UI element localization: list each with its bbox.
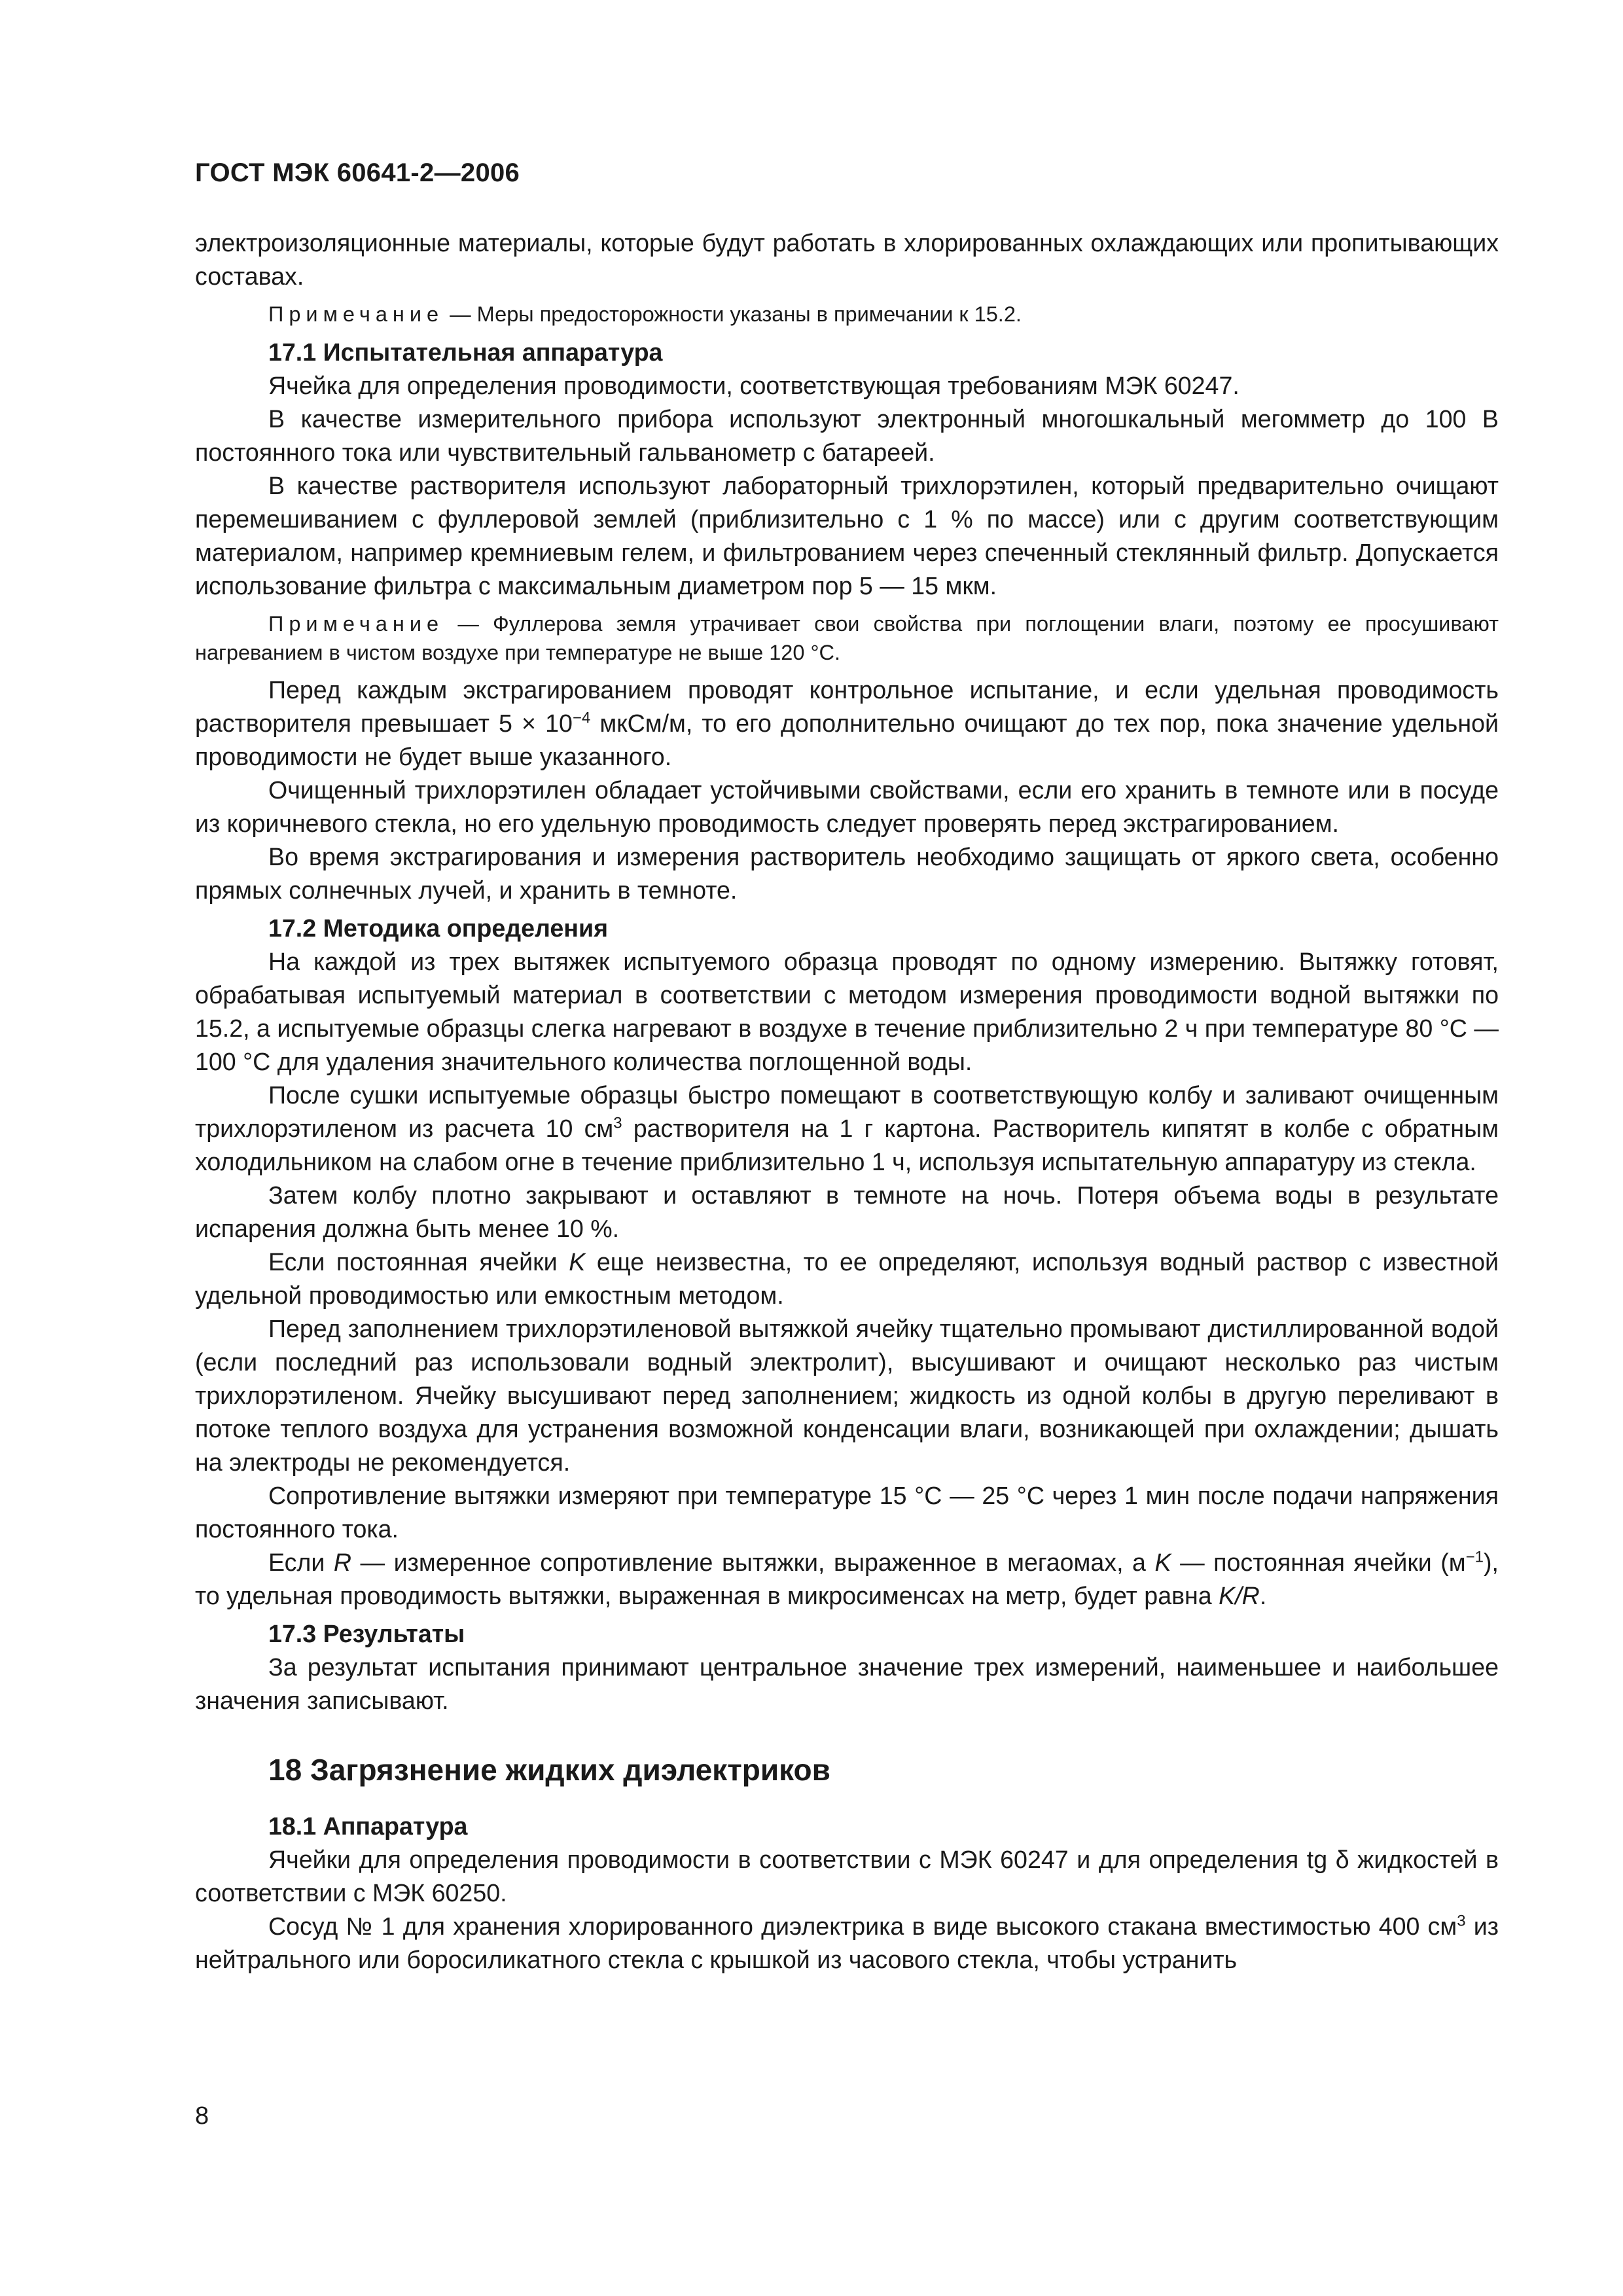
superscript: 3 [613,1114,622,1132]
text-run: растворителя на 1 г картона. Растворитель кипятят в колбе с обратным холодильником на слабом огне в течение приблизительно 1 ч, используя испытательную аппаратуру из стекла. [195,1115,1499,1175]
paragraph: Ячейка для определения проводимости, соответствующая требованиям МЭК 60247. [268,372,1240,399]
paragraph: За результат испытания принимают центральное значение трех измерений, наименьшее и наибольшее значения записывают. [195,1653,1499,1714]
text-run: из нейтрального или боросиликатного стекла с крышкой из часового стекла, чтобы устранить [195,1912,1499,1973]
text-run: Перед каждым экстрагированием проводят контрольное испытание, и если удельная проводимость растворителя превышает 5 × 10 [195,676,1499,737]
text-run: Сосуд № 1 для хранения хлорированного диэлектрика в виде высокого стакана вместимостью 400 см [268,1912,1457,1940]
paragraph [195,1079,1499,1179]
paragraph: В качестве растворителя используют лабораторный трихлорэтилен, который предварительно очищают перемешиванием с фуллеровой землей (приблизительно с 1 % по массе) или с другим соответствующим материалом, например кремниевым гелем, и фильтрованием через спеченный стеклянный фильтр. Допускается использование фильтра с максимальным диаметром пор 5 — 15 мкм. [195,472,1499,600]
superscript: −1 [1465,1548,1484,1566]
section-heading-18: 18 Загрязнение жидких диэлектриков [268,1753,830,1787]
section-heading-17-1: 17.1 Испытательная аппаратура [268,338,663,366]
note-label: Примечание [268,612,444,636]
paragraph: Перед заполнением трихлорэтиленовой вытяжкой ячейку тщательно промывают дистиллированной водой (если последний раз использовали водный электролит), высушивают и очищают несколько раз чистым трихлорэтиленом. Ячейку высушивают перед заполнением; жидкость из одной колбы в другую переливают в потоке теплого воздуха для устранения возможной конденсации влаги, возникающей при охлаждении; дышать на электроды не рекомендуется. [195,1315,1499,1476]
page-number: 8 [195,2102,209,2130]
text-run: . [1259,1582,1267,1609]
italic-symbol: R [333,1549,352,1576]
paragraph: Во время экстрагирования и измерения растворитель необходимо защищать от яркого света, особенно прямых солнечных лучей, и хранить в темноте. [195,843,1499,904]
text-run: ), то удельная проводимость вытяжки, выраженная в микросименсах на метр, будет равна [195,1549,1499,1609]
text-run: еще неизвестна, то ее определяют, используя водный раствор с известной удельной проводимостью или емкостным методом. [195,1248,1499,1309]
text-run: После сушки испытуемые образцы быстро помещают в соответствующую колбу и заливают очищенным трихлорэтиленом из расчета 10 см [195,1081,1499,1142]
section-heading-17-2: 17.2 Методика определения [268,914,609,942]
text-run: Если [268,1549,334,1576]
paragraph: Ячейки для определения проводимости в соответствии с МЭК 60247 и для определения tg δ жидкостей в соответствии с МЭК 60250. [195,1846,1499,1907]
paragraph-continued: электроизоляционные материалы, которые будут работать в хлорированных охлаждающих или пропитывающих составах. [195,229,1499,290]
text-run: мкСм/м, то его дополнительно очищают до тех пор, пока значение удельной проводимости не будет выше указанного. [195,709,1499,770]
note-label: Примечание [268,302,444,326]
paragraph: На каждой из трех вытяжек испытуемого образца проводят по одному измерению. Вытяжку готовят, обрабатывая испытуемый материал в соответствии с методом измерения проводимости водной вытяжки по 15.2, а испытуемые образцы слегка нагревают в воздухе в течение приблизительно 2 ч при температуре 80 °С — 100 °С для удаления значительного количества поглощенной воды. [195,948,1499,1075]
section-heading-17-3: 17.3 Результаты [268,1620,465,1647]
note-text: — Меры предосторожности указаны в примечании к 15.2. [444,302,1022,326]
section-heading-18-1: 18.1 Аппаратура [268,1812,468,1840]
paragraph [195,1910,1499,1977]
text-run: Если постоянная ячейки [268,1248,569,1276]
paragraph: Очищенный трихлорэтилен обладает устойчивыми свойствами, если его хранить в темноте или в посуде из коричневого стекла, но его удельную проводимость следует проверять перед экстрагированием. [195,776,1499,837]
italic-symbol: K/R [1219,1582,1260,1609]
superscript: −4 [572,709,591,727]
note-2 [195,609,1499,667]
italic-symbol: K [1154,1549,1171,1576]
text-run: — измеренное сопротивление вытяжки, выраженное в мегаомах, а [351,1549,1155,1576]
document-header: ГОСТ МЭК 60641-2—2006 [195,158,520,187]
paragraph [195,1546,1499,1613]
text-run: — постоянная ячейки (м [1171,1549,1466,1576]
paragraph: В качестве измерительного прибора используют электронный многошкальный мегомметр до 100 В постоянного тока или чувствительный гальванометр с батареей. [195,405,1499,466]
note-text: — Фуллерова земля утрачивает свои свойства при поглощении влаги, поэтому ее просушивают нагреванием в чистом воздухе при температуре не выше 120 °С. [195,612,1499,664]
paragraph [195,673,1499,774]
paragraph: Сопротивление вытяжки измеряют при температуре 15 °С — 25 °С через 1 мин после подачи напряжения постоянного тока. [195,1482,1499,1543]
superscript: 3 [1457,1912,1466,1930]
paragraph [195,1246,1499,1312]
note-1 [195,300,1499,329]
document-body [195,226,1499,1977]
italic-symbol: K [569,1248,586,1276]
paragraph: Затем колбу плотно закрывают и оставляют в темноте на ночь. Потеря объема воды в результате испарения должна быть менее 10 %. [195,1181,1499,1242]
